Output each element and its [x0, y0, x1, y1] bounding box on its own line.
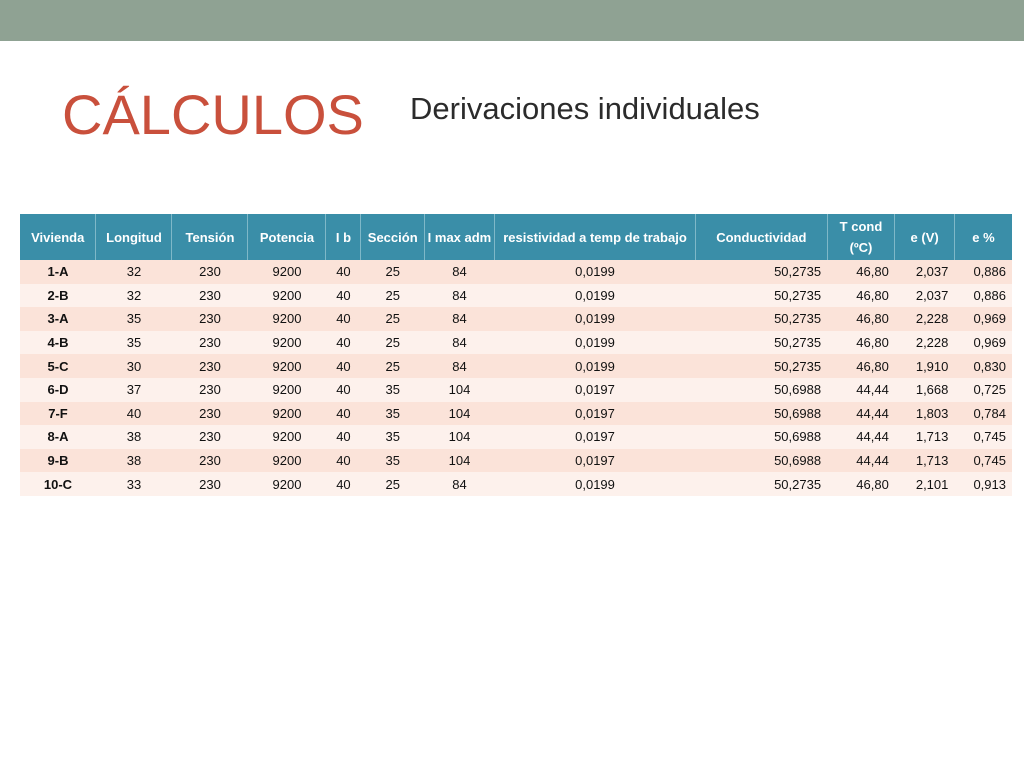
column-header-e-v: e (V) — [895, 214, 955, 260]
table-cell-t-cond: 44,44 — [827, 425, 895, 449]
table-cell-t-cond: 46,80 — [827, 472, 895, 496]
table-cell-tension: 230 — [172, 472, 248, 496]
table-cell-resistividad: 0,0197 — [494, 449, 695, 473]
table-cell-seccion: 25 — [361, 284, 425, 308]
table-cell-resistividad: 0,0199 — [494, 331, 695, 355]
table-cell-t-cond: 44,44 — [827, 449, 895, 473]
table-cell-ib: 40 — [326, 354, 361, 378]
table-cell-resistividad: 0,0199 — [494, 284, 695, 308]
table-row — [20, 260, 1012, 284]
table-cell-e-v: 1,803 — [895, 402, 955, 426]
table-cell-vivienda: 5-C — [20, 354, 96, 378]
table-cell-ib: 40 — [326, 378, 361, 402]
table-cell-tension: 230 — [172, 378, 248, 402]
table-cell-imax-adm: 84 — [425, 307, 495, 331]
table-cell-conductividad: 50,2735 — [696, 331, 827, 355]
table-cell-t-cond: 46,80 — [827, 354, 895, 378]
table-cell-tension: 230 — [172, 425, 248, 449]
column-header-imax-adm: I max adm — [425, 214, 495, 260]
calculations-table — [20, 214, 1012, 496]
table-body — [20, 260, 1012, 496]
table-row — [20, 378, 1012, 402]
table-cell-imax-adm: 104 — [425, 378, 495, 402]
table-cell-conductividad: 50,2735 — [696, 307, 827, 331]
table-cell-potencia: 9200 — [248, 354, 326, 378]
table-cell-resistividad: 0,0199 — [494, 354, 695, 378]
column-header-tension: Tensión — [172, 214, 248, 260]
table-cell-potencia: 9200 — [248, 284, 326, 308]
table-cell-ib: 40 — [326, 449, 361, 473]
table-cell-vivienda: 9-B — [20, 449, 96, 473]
column-header-e-percent: e % — [954, 214, 1012, 260]
table-cell-e-percent: 0,745 — [954, 449, 1012, 473]
calculations-table-container — [20, 214, 1012, 496]
table-cell-imax-adm: 104 — [425, 402, 495, 426]
table-row — [20, 472, 1012, 496]
table-cell-seccion: 25 — [361, 331, 425, 355]
table-cell-potencia: 9200 — [248, 378, 326, 402]
table-cell-e-percent: 0,969 — [954, 307, 1012, 331]
table-row — [20, 354, 1012, 378]
table-cell-ib: 40 — [326, 260, 361, 284]
column-header-longitud: Longitud — [96, 214, 172, 260]
table-cell-e-percent: 0,969 — [954, 331, 1012, 355]
table-cell-potencia: 9200 — [248, 425, 326, 449]
table-cell-imax-adm: 104 — [425, 425, 495, 449]
table-cell-imax-adm: 104 — [425, 449, 495, 473]
table-row — [20, 284, 1012, 308]
table-row — [20, 307, 1012, 331]
table-cell-resistividad: 0,0199 — [494, 307, 695, 331]
table-cell-longitud: 33 — [96, 472, 172, 496]
table-cell-ib: 40 — [326, 284, 361, 308]
table-cell-e-percent: 0,886 — [954, 284, 1012, 308]
table-cell-seccion: 25 — [361, 472, 425, 496]
table-row — [20, 425, 1012, 449]
table-cell-vivienda: 8-A — [20, 425, 96, 449]
table-cell-conductividad: 50,6988 — [696, 425, 827, 449]
table-cell-longitud: 32 — [96, 284, 172, 308]
column-header-t-cond: T cond (ºC) — [827, 214, 895, 260]
table-cell-vivienda: 6-D — [20, 378, 96, 402]
table-cell-e-percent: 0,745 — [954, 425, 1012, 449]
table-cell-e-percent: 0,784 — [954, 402, 1012, 426]
table-cell-longitud: 32 — [96, 260, 172, 284]
table-row — [20, 402, 1012, 426]
table-cell-seccion: 35 — [361, 449, 425, 473]
table-cell-longitud: 35 — [96, 331, 172, 355]
table-cell-ib: 40 — [326, 425, 361, 449]
table-cell-resistividad: 0,0197 — [494, 425, 695, 449]
table-cell-imax-adm: 84 — [425, 331, 495, 355]
table-cell-tension: 230 — [172, 331, 248, 355]
table-cell-longitud: 37 — [96, 378, 172, 402]
table-cell-imax-adm: 84 — [425, 260, 495, 284]
table-cell-resistividad: 0,0197 — [494, 378, 695, 402]
table-cell-vivienda: 10-C — [20, 472, 96, 496]
table-cell-t-cond: 46,80 — [827, 260, 895, 284]
table-cell-e-percent: 0,725 — [954, 378, 1012, 402]
table-cell-e-v: 2,228 — [895, 307, 955, 331]
table-cell-t-cond: 44,44 — [827, 402, 895, 426]
table-cell-vivienda: 7-F — [20, 402, 96, 426]
table-cell-ib: 40 — [326, 402, 361, 426]
table-cell-t-cond: 46,80 — [827, 331, 895, 355]
table-cell-e-v: 1,910 — [895, 354, 955, 378]
table-cell-e-percent: 0,830 — [954, 354, 1012, 378]
top-accent-bar — [0, 0, 1024, 41]
table-cell-conductividad: 50,2735 — [696, 260, 827, 284]
table-cell-e-v: 2,228 — [895, 331, 955, 355]
table-row — [20, 331, 1012, 355]
table-cell-e-v: 1,713 — [895, 449, 955, 473]
table-cell-e-v: 2,037 — [895, 284, 955, 308]
table-cell-vivienda: 4-B — [20, 331, 96, 355]
table-cell-longitud: 38 — [96, 425, 172, 449]
table-cell-longitud: 35 — [96, 307, 172, 331]
table-cell-tension: 230 — [172, 449, 248, 473]
table-cell-conductividad: 50,6988 — [696, 402, 827, 426]
table-cell-resistividad: 0,0197 — [494, 402, 695, 426]
table-cell-seccion: 25 — [361, 354, 425, 378]
table-cell-tension: 230 — [172, 260, 248, 284]
table-cell-conductividad: 50,2735 — [696, 472, 827, 496]
table-cell-vivienda: 1-A — [20, 260, 96, 284]
table-cell-seccion: 25 — [361, 307, 425, 331]
table-cell-e-v: 2,037 — [895, 260, 955, 284]
table-cell-ib: 40 — [326, 307, 361, 331]
table-cell-seccion: 35 — [361, 402, 425, 426]
column-header-resistividad: resistividad a temp de trabajo — [494, 214, 695, 260]
table-cell-e-v: 1,668 — [895, 378, 955, 402]
table-cell-longitud: 40 — [96, 402, 172, 426]
table-cell-longitud: 30 — [96, 354, 172, 378]
table-cell-potencia: 9200 — [248, 260, 326, 284]
table-cell-ib: 40 — [326, 472, 361, 496]
table-cell-vivienda: 3-A — [20, 307, 96, 331]
column-header-seccion: Sección — [361, 214, 425, 260]
table-cell-conductividad: 50,6988 — [696, 449, 827, 473]
table-cell-t-cond: 44,44 — [827, 378, 895, 402]
table-cell-potencia: 9200 — [248, 472, 326, 496]
table-cell-e-v: 1,713 — [895, 425, 955, 449]
table-cell-tension: 230 — [172, 402, 248, 426]
table-cell-imax-adm: 84 — [425, 472, 495, 496]
column-header-conductividad: Conductividad — [696, 214, 827, 260]
column-header-potencia: Potencia — [248, 214, 326, 260]
table-cell-tension: 230 — [172, 284, 248, 308]
table-cell-e-v: 2,101 — [895, 472, 955, 496]
table-cell-ib: 40 — [326, 331, 361, 355]
table-cell-seccion: 35 — [361, 425, 425, 449]
slide-subtitle: Derivaciones individuales — [410, 91, 760, 126]
table-cell-e-percent: 0,913 — [954, 472, 1012, 496]
table-cell-potencia: 9200 — [248, 331, 326, 355]
table-cell-potencia: 9200 — [248, 449, 326, 473]
table-cell-potencia: 9200 — [248, 307, 326, 331]
table-cell-tension: 230 — [172, 307, 248, 331]
table-cell-potencia: 9200 — [248, 402, 326, 426]
table-cell-vivienda: 2-B — [20, 284, 96, 308]
table-cell-conductividad: 50,6988 — [696, 378, 827, 402]
table-cell-resistividad: 0,0199 — [494, 472, 695, 496]
table-cell-resistividad: 0,0199 — [494, 260, 695, 284]
table-cell-conductividad: 50,2735 — [696, 284, 827, 308]
table-cell-conductividad: 50,2735 — [696, 354, 827, 378]
table-cell-longitud: 38 — [96, 449, 172, 473]
table-cell-t-cond: 46,80 — [827, 284, 895, 308]
table-cell-tension: 230 — [172, 354, 248, 378]
table-row — [20, 449, 1012, 473]
table-header-row — [20, 214, 1012, 260]
table-cell-e-percent: 0,886 — [954, 260, 1012, 284]
table-cell-imax-adm: 84 — [425, 284, 495, 308]
table-cell-imax-adm: 84 — [425, 354, 495, 378]
column-header-vivienda: Vivienda — [20, 214, 96, 260]
table-cell-seccion: 25 — [361, 260, 425, 284]
slide-title: CÁLCULOS — [62, 83, 364, 146]
table-cell-seccion: 35 — [361, 378, 425, 402]
table-cell-t-cond: 46,80 — [827, 307, 895, 331]
column-header-ib: I b — [326, 214, 361, 260]
